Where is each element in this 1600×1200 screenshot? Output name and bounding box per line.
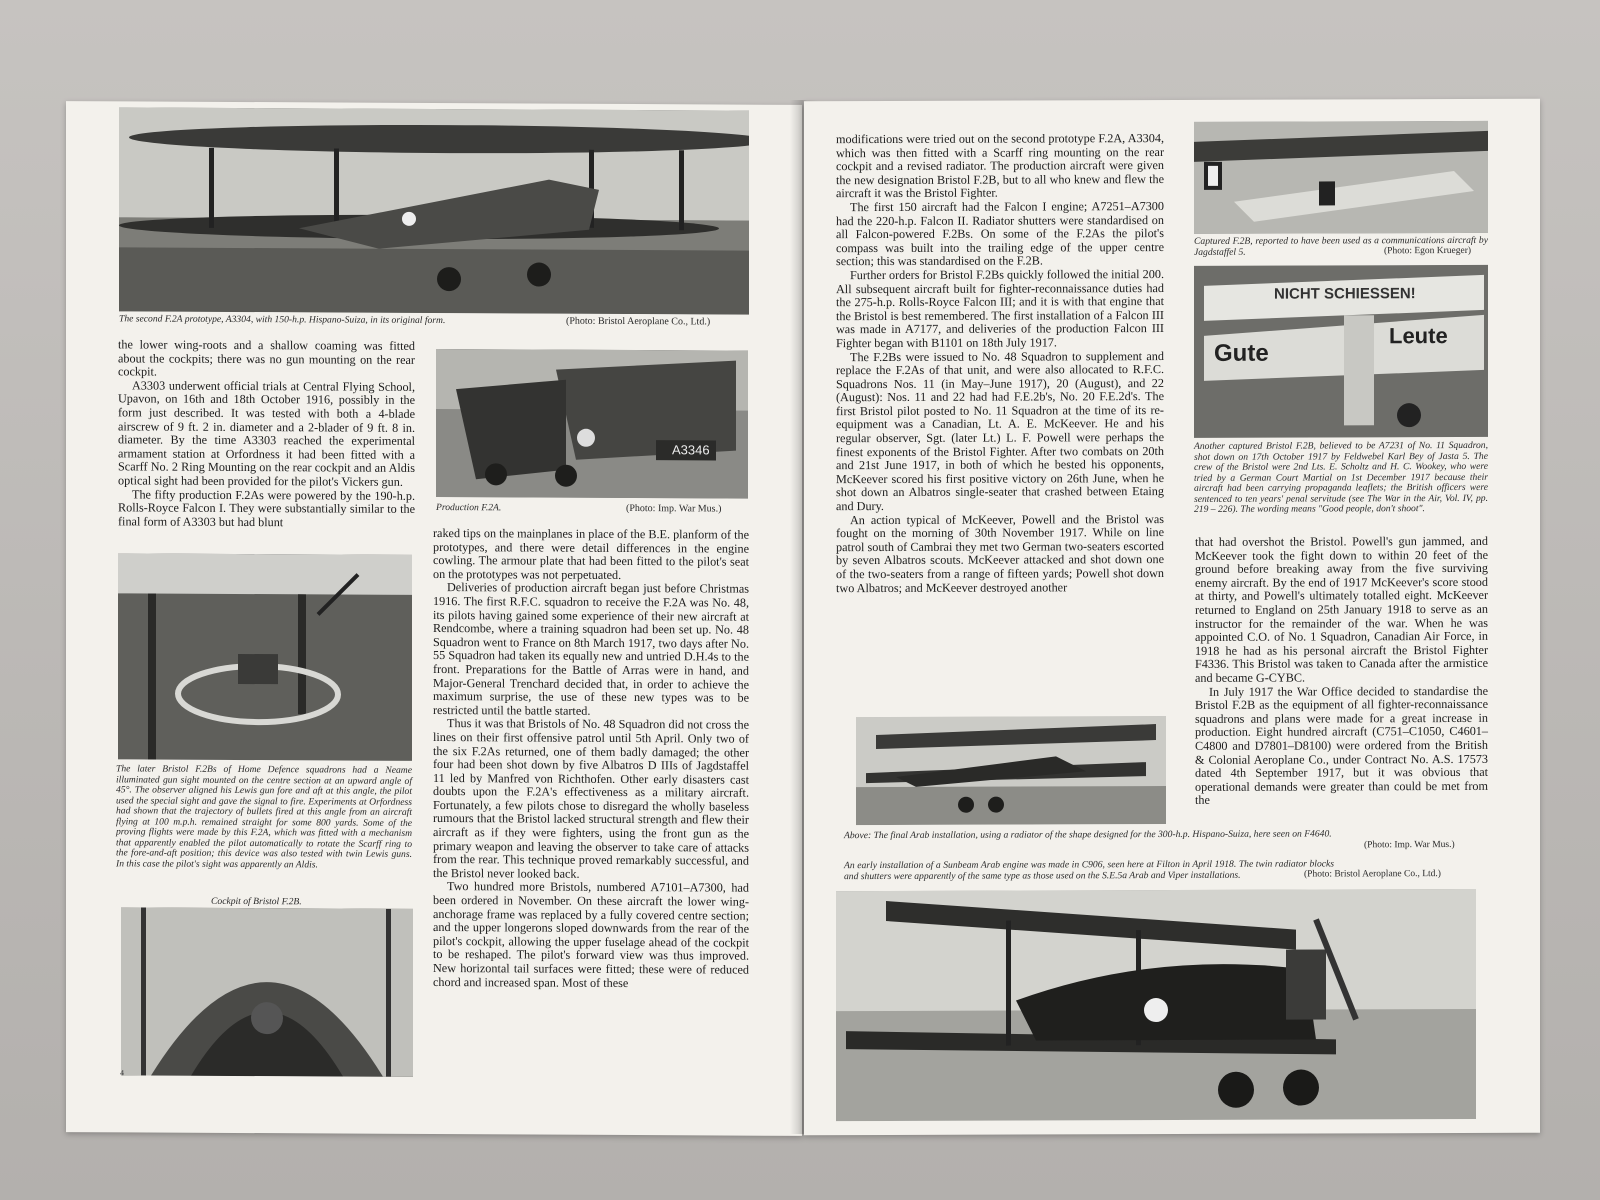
sunbeam-biplane-graphic [836, 889, 1476, 1121]
paragraph: the lower wing-roots and a shallow coaming was fitted about the cockpits; there was no gun mounting on the rear cockpit. [118, 337, 415, 379]
sign-nicht-schiessen: NICHT SCHIESSEN! [1274, 285, 1416, 303]
photo-sunbeam-arab [836, 889, 1476, 1121]
cockpit-graphic [121, 907, 413, 1077]
photo-arab-installation [856, 716, 1166, 825]
caption-photo1: Captured F.2B, reported to have been used as a communications aircraft by Jagdstaffel 5. [1194, 234, 1488, 258]
photo-cockpit [121, 907, 413, 1077]
paragraph: The first 150 aircraft had the Falcon I engine; A7251–A7300 had the 220-h.p. Falcon II. Radiator shutters were standardised on all Falcon-powered F.2Bs. On some of the F.2As the pilot's compass was built into the trailing edge of the upper centre section; this was standardised on the F.2B. [836, 198, 1164, 269]
credit-middle-photo: (Photo: Imp. War Mus.) [626, 503, 722, 515]
credit-top-photo: (Photo: Bristol Aeroplane Co., Ltd.) [566, 315, 711, 328]
paragraph: In July 1917 the War Office decided to standardise the Bristol F.2B as the equipment of all fighter-reconnaissance squadrons and plans were made for a great increase in production. Eight hundred aircraft (C751–C1050, C4601–C4800 and D7801–D8100) were ordered from the British & Colonial Aeroplane Co., under Contract No. A.S. 17573 dated 4th September 1917, but it was obvious that operational demands were greater than could be met from the [1195, 683, 1488, 808]
caption-top-photo: The second F.2A prototype, A3304, with 150-h.p. Hispano-Suiza, in its original form. [119, 313, 446, 327]
sign-gute: Gute [1214, 339, 1269, 367]
paragraph: Thus it was that Bristols of No. 48 Squadron did not cross the lines on their first offensive patrol until 5th April. Only two of the six F.2As returned, one of them badly damaged; the other four had been shot down by five Albatros D IIIs of Jagdstaffel 11 led by Manfred von Richthofen. Other early disasters cast doubts upon the F.2A's effectiveness as a military aircraft. Fortunately, a few pilots chose to disregard the wholly baseless rumours that the Bristol lacked structural strength and flew their aircraft as if they were fighters, using the front gun as the primary weapon and leaving the observer to take care of attacks from the rear. This technique proved remarkably successful, and the Bristol never looked back. [433, 716, 749, 881]
caption-photo4: An early installation of a Sunbeam Arab engine was made in C906, seen here at Filton in April 1918. The twin radiator blocks and shutters were apparently of the same type as those used on the S.E.5a Arab and Viper installations. [844, 858, 1334, 882]
production-aircraft-graphic [436, 349, 748, 499]
paragraph: The F.2Bs were issued to No. 48 Squadron to supplement and replace the F.2As of that unit, and were also allocated to R.F.C. Squadrons Nos. 11 (in May–June 1917), 20 (August), and 22 (August): Nos. 11 and 22 had had F.E.2b's, No. 20 F.E.2d's. The first Bristol pilot posted to No. 11 Squadron at the time of its re-equipment was a Canadian, Lt. A. E. McKeever. He and his regular observer, Sgt. (later Lt.) L. F. Powell were perhaps the finest exponents of the Bristol Fighter. After two combats on 20th and 21st June 1917, in both of which he bested his opponents, McKeever scored his first positive victory on 26th June, when he shot down an Albatros single-seater that crashed between Etaing and Dury. [836, 348, 1164, 514]
photo-gute-leute [1194, 265, 1488, 438]
gun-mount-graphic [118, 553, 412, 761]
photo-captured-f2b [1194, 121, 1488, 234]
caption-cockpit-photo: Cockpit of Bristol F.2B. [211, 895, 302, 908]
left-text-column-2 [433, 527, 749, 991]
photo-neame-gun-sight [118, 553, 412, 761]
sign-leute: Leute [1389, 323, 1448, 349]
caption-photo3: Above: The final Arab installation, using a radiator of the shape designed for the 300-h.p. Hispano-Suiza, here seen on F4640. [844, 828, 1332, 842]
paragraph: A3303 underwent official trials at Central Flying School, Upavon, on 16th and 18th October 1916, possibly in the form just described. It was tested with both a 4-blade airscrew of 9 ft. 2 in. diameter and a 2-blader of 9 ft. 8 in. diameter. By the time A3303 reached the experimental armament station at Orfordness it had been fitted with a Scarff No. 2 Ring Mounting on the rear cockpit and an Aldis optical sight had been provided for the pilot's Vickers gun. [118, 378, 415, 489]
paragraph: modifications were tried out on the second prototype F.2A, A3304, which was then fitted with a Scarff ring mounting on the rear cockpit and a revised radiator. The production aircraft were given the new designation Bristol F.2B, but to all who knew and flew the aircraft it was the Bristol Fighter. [836, 131, 1164, 201]
caption-gun-photo: The later Bristol F.2Bs of Home Defence squadrons had a Neame illuminated gun sight mounted on the centre section at an upward angle of 45°. The observer aligned his Lewis gun fore and aft at this angle, the pilot used the special sight and gave the signal to fire. Experiments at Orfordness had shown that the trajectory of bullets fired at this angle from an aircraft flying at 100 m.p.h. remained straight for some 800 yards. Some of the proving flights were made by this F.2A, which was fitted with a mechanism that apparently enabled the pilot automatically to rotate the Scarff ring to the fore-and-aft position; this device was also tested with twin Lewis guns. In this case the pilot's sight was apparently an Aldis. [116, 763, 412, 870]
credit-photo4: (Photo: Bristol Aeroplane Co., Ltd.) [1304, 869, 1441, 880]
paragraph: Two hundred more Bristols, numbered A7101–A7300, had been ordered in November. On these aircraft the lower wing-anchorage frame was replaced by a fully covered centre section; and the upper longerons sloped downwards from the rear of the pilot's cockpit, allowing the upper fuselage ahead of the cockpit to be reshaped. The pilot's forward view was thus improved. New horizontal tail surfaces were fitted; these were of reduced chord and increased span. Most of these [433, 879, 749, 990]
photo-production-f2a [436, 349, 748, 499]
aircraft-serial-label: A3346 [672, 442, 710, 458]
paragraph: that had overshot the Bristol. Powell's gun jammed, and McKeever took the fight down to within 20 feet of the ground before breaking away from the five surviving enemy aircraft. By the end of 1917 McKeever's score stood at thirty, and Powell's ultimately totalled eight. McKeever returned to England on 25th January 1918 to serve as an instructor for the remainder of the war. When he was appointed C.O. of No. 1 Squadron, Canadian Air Force, in 1918 he had as his personal aircraft the Bristol Fighter F4336. This Bristol was taken to Canada after the armistice and became G-CYBC. [1195, 533, 1488, 685]
captured-aircraft-graphic [1194, 121, 1488, 234]
paragraph: Further orders for Bristol F.2Bs quickly followed the initial 200. All subsequent aircraft built for fighter-reconnaissance duties had the 275-h.p. Rolls-Royce Falcon III; and it is with that engine that the Bristol is best remembered. The first installation of a Falcon III was made in A7177, and deliveries of the production Falcon III Fighter began with B1101 on 18th July 1917. [836, 266, 1164, 351]
right-page [804, 99, 1540, 1136]
page-number: 4 [120, 1068, 124, 1078]
right-text-column-2 [1195, 535, 1488, 808]
caption-middle-photo: Production F.2A. [436, 502, 502, 514]
paragraph: Deliveries of production aircraft began just before Christmas 1916. The first R.F.C. squadron to receive the F.2A was No. 48, its pilots having gained some experience of their new aircraft at Rendcombe, where a training squadron had been set up. No. 48 Squadron went to France on 8th March 1917, two days after No. 55 Squadron had taken its equally new and untried D.H.4s to the front. Preparations for the Battle of Arras were in hand, and Major-General Trenchard decided that, in order to achieve the maximum surprise, the use of these new types was to be restricted until the battle started. [433, 580, 749, 718]
biplane-photo-graphic [119, 107, 749, 314]
caption-photo2: Another captured Bristol F.2B, believed to be A7231 of No. 11 Squadron, shot down on 17th October 1917 by Feldwebel Karl Bey of Jasta 5. The crew of the Bristol were 2nd Lts. E. Scholtz and H. C. Wookey, who were tried by a German Court Martial on 1st December 1917 because their aircraft had been carrying propaganda leaflets; the British officers were sentenced to ten years' penal servitude (see The War in the Air, Vol. IV, pp. 219 – 226). The wording means "Good people, don't shoot". [1194, 439, 1488, 515]
left-page [66, 101, 802, 1136]
paragraph: An action typical of McKeever, Powell and the Bristol was fought on the morning of 30th November 1917. While on line patrol south of Cambrai they met two German two-seaters escorted by seven Albatros scouts. McKeever attacked and shot down one of the two-seaters from a range of fifteen yards; Powell shot down two Albatros; and McKeever destroyed another [836, 511, 1164, 595]
paragraph: The fifty production F.2As were powered by the 190-h.p. Rolls-Royce Falcon I. They were substantially similar to the final form of A3303 but had blunt [118, 486, 415, 529]
left-text-column-1 [118, 338, 415, 530]
paragraph: raked tips on the mainplanes in place of the B.E. planform of the prototypes, and there were detail differences in the engine cowling. The armour plate that had been fitted to the pilot's seat on the prototypes was not perpetuated. [433, 525, 749, 582]
photo-f2a-prototype [119, 107, 749, 314]
arab-biplane-graphic [856, 716, 1166, 825]
credit-photo3: (Photo: Imp. War Mus.) [1364, 840, 1455, 851]
credit-photo1: (Photo: Egon Krueger) [1384, 245, 1472, 257]
right-text-column-1 [836, 132, 1164, 595]
